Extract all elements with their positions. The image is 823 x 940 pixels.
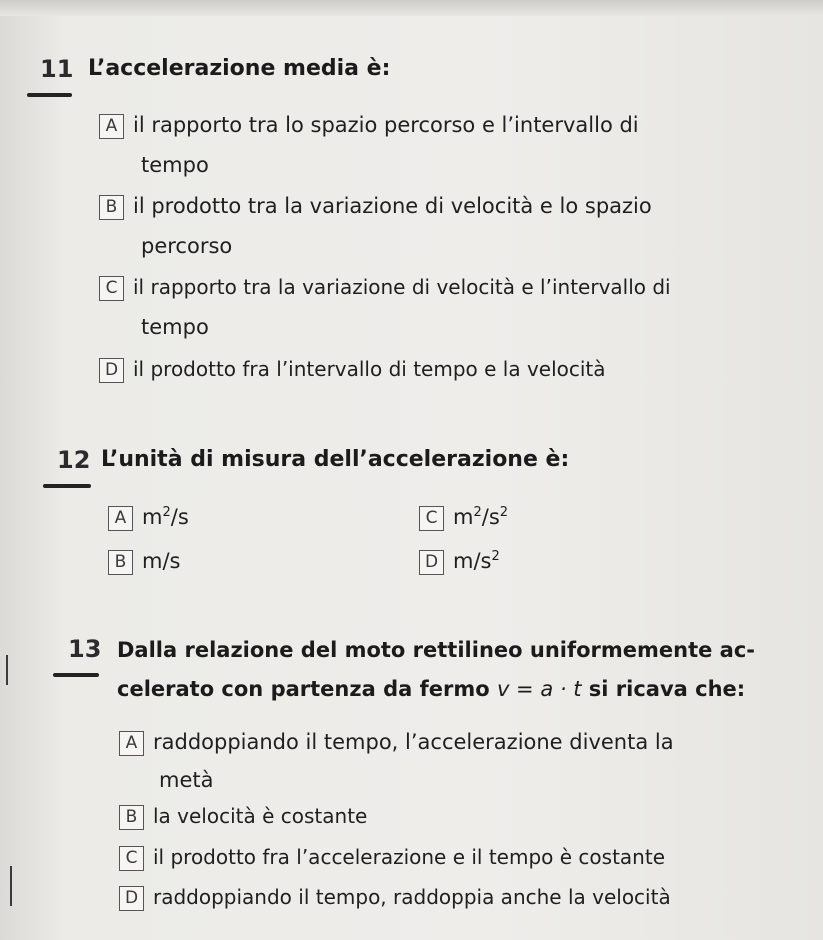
option-text: raddoppiando il tempo, raddoppia anche la velocità: [153, 885, 671, 909]
option-text-continued: percorso: [141, 234, 233, 258]
option-letter-box: A: [108, 506, 133, 531]
option-letter-box: A: [99, 114, 124, 139]
option-text-continued: tempo: [141, 315, 209, 339]
option-text: raddoppiando il tempo, l’accelerazione diventa la: [153, 730, 674, 754]
option-letter-box: B: [108, 550, 133, 575]
option-letter-box: D: [119, 886, 144, 911]
option-unit: m/s: [142, 549, 181, 573]
option-letter-box: C: [99, 276, 124, 301]
page-edge-mark: [6, 655, 8, 685]
option-letter-box: B: [119, 805, 144, 830]
option-text-continued: metà: [159, 768, 214, 792]
question-text: L’accelerazione media è:: [88, 56, 391, 81]
option-unit: $m^2/s$: [142, 505, 189, 529]
question-number: 13: [68, 635, 102, 663]
option-letter-box: D: [99, 358, 124, 383]
top-cropped-strip: [0, 0, 823, 16]
question-text: L’unità di misura dell’accelerazione è:: [101, 447, 570, 472]
option-text: il prodotto tra la variazione di velocità e lo spazio: [133, 194, 652, 218]
option-letter-box: C: [119, 846, 144, 871]
question-text-continued: celerato con partenza da fermo v = a · t si ricava che:: [117, 677, 746, 701]
option-text: il prodotto fra l’intervallo di tempo e la velocità: [133, 357, 606, 381]
option-text: il rapporto tra la variazione di velocità e l’intervallo di: [133, 275, 671, 299]
option-letter-box: B: [99, 195, 124, 220]
option-text: il prodotto fra l’accelerazione e il tempo è costante: [153, 845, 665, 869]
question-number-underline: [53, 673, 99, 677]
option-letter-box: A: [119, 731, 144, 756]
option-unit: $m^2/s^2$: [453, 505, 509, 529]
question-number-underline: [27, 93, 72, 97]
page-edge-mark: [10, 866, 12, 906]
question-text: Dalla relazione del moto rettilineo uniformemente ac-: [117, 638, 756, 662]
option-letter-box: D: [419, 550, 444, 575]
option-text: il rapporto tra lo spazio percorso e l’intervallo di: [133, 113, 639, 137]
option-text-continued: tempo: [141, 153, 209, 177]
formula: v = a · t: [496, 677, 582, 701]
question-number-underline: [43, 484, 91, 488]
option-letter-box: C: [419, 506, 444, 531]
option-unit: $m/s^2$: [453, 549, 500, 573]
question-number: 11: [40, 55, 74, 83]
question-number: 12: [57, 446, 91, 474]
option-text: la velocità è costante: [153, 804, 368, 828]
